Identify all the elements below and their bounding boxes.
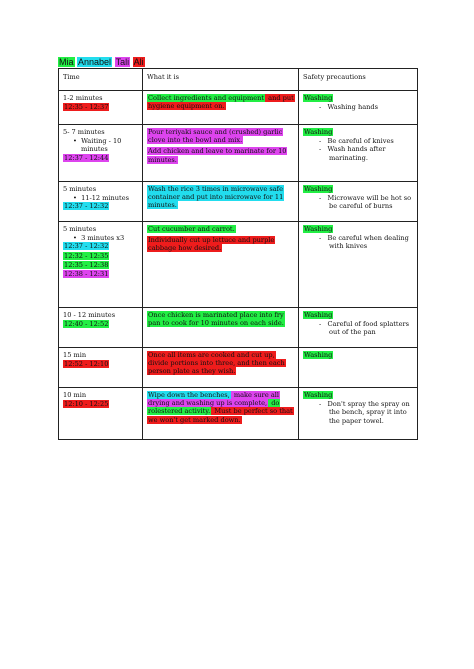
name-mia: Mia: [59, 57, 74, 67]
time-duration: 10 - 12 minutes: [63, 311, 116, 319]
time-range: 12:52 - 12:10: [64, 360, 109, 369]
time-range: 12:37 - 12:32: [64, 242, 109, 251]
time-range: 12:40 - 12:52: [64, 320, 109, 329]
time-duration: 5- 7 minutes: [63, 128, 105, 136]
safety-cell: [299, 182, 418, 222]
time-duration: 5 minutes: [63, 225, 97, 233]
table-row: [59, 125, 418, 182]
what-text: Once chicken is marinated place into fry pan to cook for 10 minutes on each side.: [148, 311, 284, 328]
safety-item: - Be careful when dealing with knives: [319, 234, 409, 251]
name-tali: Tali: [115, 57, 130, 67]
what-text: Wipe down the benches,: [148, 391, 230, 399]
time-duration: 1-2 minutes: [63, 94, 103, 102]
time-range-line: [63, 202, 138, 210]
time-range: 12:37 - 12:32: [64, 202, 109, 211]
what-paragraph: [147, 185, 294, 210]
safety-cell: [299, 91, 418, 125]
safety-tag: Washing: [304, 311, 333, 319]
what-text: do rolestered activity.: [148, 399, 280, 416]
what-text: Pour teriyaki sauce and (crushed) garlic clove into the bowl and mix.: [148, 128, 283, 145]
group-names: [58, 57, 145, 68]
time-cell: [59, 182, 143, 222]
time-duration: 5 minutes: [63, 185, 97, 193]
what-cell: [143, 308, 299, 348]
what-text: Wash the rice 3 times in microwave safe container and put into microwave for 11 minutes.: [148, 185, 284, 210]
what-paragraph: [147, 128, 294, 144]
table-row: [59, 308, 418, 348]
header-time: Time: [59, 69, 143, 91]
table-row: [59, 222, 418, 308]
time-sub: • 3 minutes x3: [73, 234, 125, 243]
table-row: [59, 388, 418, 440]
time-range-line: [63, 103, 138, 111]
what-cell: [143, 91, 299, 125]
time-range-line: [63, 242, 138, 250]
time-range: 12:37 - 12:44: [64, 153, 109, 162]
what-paragraph: [147, 225, 294, 233]
what-paragraph: [147, 351, 294, 376]
what-text: Individually cut up lettuce and purple cabbage how desired.: [148, 236, 275, 253]
table-row: [59, 348, 418, 388]
safety-tag: Washing: [304, 225, 333, 233]
time-sub: • Waiting - 10 minutes: [73, 137, 122, 154]
safety-cell: [299, 222, 418, 308]
safety-tag-line: [303, 185, 413, 193]
time-range-line: [63, 270, 138, 278]
plan-table: [58, 68, 418, 440]
time-range: 12:38 - 12:31: [64, 270, 109, 279]
what-text: Once all items are cooked and cut up, divide portions into three, and then each person plate as they wish.: [148, 351, 285, 376]
safety-tag-line: [303, 94, 413, 102]
time-range: 12:32 - 12:35: [64, 251, 109, 260]
table-row: [59, 91, 418, 125]
safety-item: - Wash hands after marinating.: [319, 145, 386, 162]
safety-tag: Washing: [304, 351, 333, 359]
time-cell: [59, 222, 143, 308]
time-range-line: [63, 154, 138, 162]
time-range: 12:35 - 12:38: [64, 260, 109, 269]
safety-tag-line: [303, 128, 413, 136]
safety-cell: [299, 125, 418, 182]
time-range: 12:10 - 12:25: [64, 400, 109, 409]
time-range: 12:35 - 12:37: [64, 103, 109, 112]
what-text: and put hygiene equipment on.: [148, 94, 294, 111]
safety-cell: [299, 388, 418, 440]
what-text: make sure all drying and washing up is complete,: [148, 391, 279, 408]
safety-item: - Careful of food splatters out of the pan: [319, 320, 410, 337]
time-cell: [59, 388, 143, 440]
safety-tag-line: [303, 311, 413, 319]
header-safety: Safety precautions: [299, 69, 418, 91]
what-cell: [143, 182, 299, 222]
what-paragraph: [147, 311, 294, 327]
time-range-line: [63, 400, 138, 408]
time-range-line: [63, 261, 138, 269]
safety-tag-line: [303, 351, 413, 359]
time-cell: [59, 348, 143, 388]
safety-tag: Washing: [304, 391, 333, 399]
safety-cell: [299, 308, 418, 348]
time-duration: 10 min: [63, 391, 87, 399]
time-range-line: [63, 252, 138, 260]
what-cell: [143, 222, 299, 308]
time-duration: 15 min: [63, 351, 87, 359]
safety-item: - Washing hands: [319, 103, 378, 112]
time-cell: [59, 308, 143, 348]
safety-item: - Be careful of knives: [319, 137, 394, 146]
what-paragraph: [147, 391, 294, 424]
what-text: Must be perfect so that we won't get marked down.: [148, 407, 293, 424]
safety-cell: [299, 348, 418, 388]
what-paragraph: [147, 147, 294, 163]
what-cell: [143, 125, 299, 182]
time-range-line: [63, 320, 138, 328]
name-annabel: Annabel: [78, 57, 112, 67]
safety-tag: Washing: [304, 128, 333, 136]
safety-tag-line: [303, 225, 413, 233]
header-row: [59, 69, 418, 91]
name-ali: Ali: [133, 57, 144, 67]
header-what: What it is: [143, 69, 299, 91]
what-paragraph: [147, 236, 294, 252]
what-paragraph: [147, 94, 294, 110]
what-text: Collect ingredients and equipment: [148, 94, 265, 102]
table-row: [59, 182, 418, 222]
what-cell: [143, 348, 299, 388]
safety-item: - Don't spray the spray on the bench, spray it into the paper towel.: [319, 400, 410, 425]
what-text: Cut cucumber and carrot.: [148, 225, 235, 233]
table-body: [59, 91, 418, 440]
what-text: Add chicken and leave to marinate for 10 minutes.: [148, 147, 287, 164]
safety-item: - Microwave will be hot so be careful of burns: [319, 194, 412, 211]
time-cell: [59, 125, 143, 182]
safety-tag: Washing: [304, 94, 333, 102]
time-range-line: [63, 360, 138, 368]
time-cell: [59, 91, 143, 125]
time-sub: • 11-12 minutes: [73, 194, 129, 203]
safety-tag: Washing: [304, 185, 333, 193]
what-cell: [143, 388, 299, 440]
safety-tag-line: [303, 391, 413, 399]
